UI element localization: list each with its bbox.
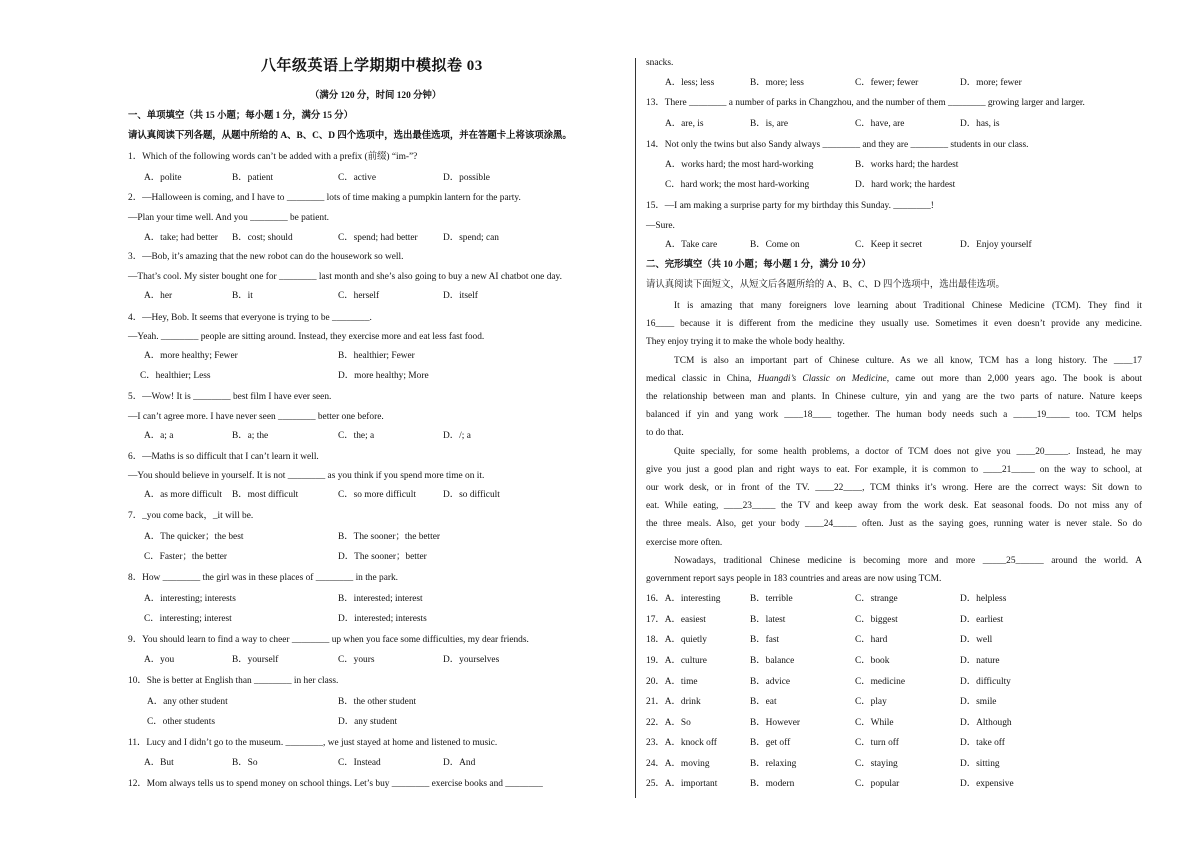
q2-stem-1: 2．—Halloween is coming, and I have to ________ lots of time making a pumpkin lantern for the party. [128,193,521,203]
cloze-23-option-d: D．take off [960,738,1005,748]
q6-stem-1: 6．—Maths is so difficult that I can’t learn it well. [128,452,319,462]
cloze-21-option-b: B．eat [750,697,777,707]
q13-stem: 13．There ________ a number of parks in Changzhou, and the number of them ________ growing larger and larger. [646,98,1085,108]
q3-stem-1: 3．—Bob, it’s amazing that the new robot can do the housework so well. [128,252,404,262]
q7-option-d: D．The sooner；better [338,552,427,562]
cloze-22-option-a: 22．A．So [646,718,691,728]
cloze-17-option-c: C．biggest [855,615,898,625]
cloze-19-option-c: C．book [855,656,890,666]
passage-p2-line3: the relationship between man and plants. In Chinese culture, yin and yang are the two parts of nature. Nature keeps [646,392,1142,402]
q12-option-a: A．less; less [665,78,715,88]
q4-option-d: D．more healthy; More [338,371,429,381]
cloze-20-option-b: B．advice [750,677,791,687]
q15-option-c: C．Keep it secret [855,240,923,250]
section2-heading: 二、完形填空（共 10 小题；每小题 1 分，满分 10 分） [646,260,872,270]
q12-option-d: D．more; fewer [960,78,1022,88]
cloze-19-option-a: 19．A．culture [646,656,707,666]
cloze-23-option-a: 23．A．knock off [646,738,717,748]
passage-p3-line1: Quite specially, for some health problems, a doctor of TCM does not give you ____20_____. Instead, he may [674,447,1142,457]
q3-option-d: D．itself [443,291,478,301]
q5-option-c: C．the; a [338,431,375,441]
cloze-17-option-a: 17．A．easiest [646,615,706,625]
q13-option-a: A．are, is [665,119,704,129]
q7-option-c: C．Faster；the better [144,552,228,562]
cloze-17-option-d: D．earliest [960,615,1004,625]
q9-option-b: B．yourself [232,655,279,665]
q7-stem: 7．_you come back，_it will be. [128,511,254,521]
cloze-16-option-b: B．terrible [750,594,793,604]
passage-p2-line2-a: medical classic in China, [646,374,758,384]
q6-stem-2: —You should believe in yourself. It is not ________ as you think if you spend more time on it. [128,471,485,481]
q2-stem-2: —Plan your time well. And you ________ be patient. [128,213,330,223]
q5-stem-2: —I can’t agree more. I have never seen ________ better one before. [128,412,384,422]
cloze-25-option-b: B．modern [750,779,795,789]
passage-p3-line4: eat. While eating, ____23_____ the TV and keep away from the work desk. Eat seasonal foods. Do not miss any of [646,501,1142,511]
cloze-21-option-d: D．smile [960,697,997,707]
q1-stem: 1．Which of the following words can’t be added with a prefix (前缀) “im-”? [128,152,418,162]
q1-option-a: A．polite [144,173,182,183]
q4-stem-2: —Yeah. ________ people are sitting around. Instead, they exercise more and eat less fast food. [128,332,485,342]
passage-p3-line6: exercise more often. [646,538,723,548]
q9-option-a: A．you [144,655,175,665]
column-divider [635,58,636,798]
cloze-18-option-c: C．hard [855,635,888,645]
q8-option-b: B．interested; interest [338,594,423,604]
q14-option-c: C．hard work; the most hard-working [665,180,810,190]
q4-option-b: B．healthier; Fewer [338,351,415,361]
section1-instruction: 请认真阅读下列各题，从题中所给的 A、B、C、D 四个选项中，选出最佳选项，并在答题卡上将该项涂黑。 [128,131,572,141]
q15-stem-2: —Sure. [646,221,675,231]
q2-option-c: C．spend; had better [338,233,418,243]
cloze-18-option-d: D．well [960,635,993,645]
section2-instruction: 请认真阅读下面短文，从短文后各题所给的 A、B、C、D 四个选项中，选出最佳选项。 [646,280,1005,290]
q5-stem-1: 5．—Wow! It is ________ best film I have ever seen. [128,392,332,402]
q15-option-b: B．Come on [750,240,800,250]
q10-option-b: B．the other student [338,697,417,707]
q5-option-b: B．a; the [232,431,269,441]
q6-option-a: A．as more difficult [144,490,222,500]
q9-stem: 9．You should learn to find a way to cheer ________ up when you face some difficulties, my dear friends. [128,635,529,645]
q15-stem-1: 15．—I am making a surprise party for my birthday this Sunday. ________! [646,201,934,211]
cloze-16-option-c: C．strange [855,594,898,604]
q9-option-d: D．yourselves [443,655,500,665]
q4-option-a: A．more healthy; Fewer [144,351,238,361]
q10-stem: 10．She is better at English than ________ in her class. [128,676,339,686]
passage-p1-line1: It is amazing that many foreigners love learning about Traditional Chinese Medicine (TCM). They find it [674,301,1142,311]
cloze-25-option-d: D．expensive [960,779,1014,789]
q10-option-d: D．any student [338,717,398,727]
cloze-19-option-d: D．nature [960,656,1000,666]
q10-option-a: A．any other student [147,697,228,707]
q1-option-c: C．active [338,173,377,183]
cloze-24-option-a: 24．A．moving [646,759,710,769]
q14-option-d: D．hard work; the hardest [855,180,956,190]
q11-stem: 11．Lucy and I didn’t go to the museum. ________, we just stayed at home and listened to music. [128,738,498,748]
passage-p2-line5: to do that. [646,428,684,438]
cloze-24-option-c: C．staying [855,759,898,769]
cloze-24-option-d: D．sitting [960,759,1000,769]
q6-option-b: B．most difficult [232,490,299,500]
cloze-20-option-d: D．difficulty [960,677,1011,687]
q9-option-c: C．yours [338,655,375,665]
q12-stem: 12．Mom always tells us to spend money on school things. Let’s buy ________ exercise books and ________ [128,779,543,789]
q4-option-c: C．healthier; Less [140,371,211,381]
passage-p1-line3: They enjoy trying it to make the whole body healthy. [646,337,845,347]
q14-option-a: A．works hard; the most hard-working [665,160,814,170]
cloze-18-option-b: B．fast [750,635,780,645]
cloze-17-option-b: B．latest [750,615,786,625]
cloze-25-option-a: 25．A．important [646,779,718,789]
cloze-23-option-c: C．turn off [855,738,899,748]
q14-stem: 14．Not only the twins but also Sandy always ________ and they are ________ students in our class. [646,140,1029,150]
cloze-23-option-b: B．get off [750,738,791,748]
q7-option-a: A．The quicker；the best [144,532,244,542]
q8-option-c: C．interesting; interest [144,614,232,624]
passage-p1-line2: 16____ because it is different from the medicine they usually use. Sometimes it even doesn’t provide any medicine. [646,319,1142,329]
q7-option-b: B．The sooner；the better [338,532,441,542]
cloze-22-option-b: B．However [750,718,800,728]
cloze-24-option-b: B．relaxing [750,759,797,769]
q1-option-d: D．possible [443,173,490,183]
page-title: 八年级英语上学期期中模拟卷 03 [261,58,483,74]
q13-option-d: D．has, is [960,119,1000,129]
q11-option-d: D．And [443,758,476,768]
q12-option-c: C．fewer; fewer [855,78,919,88]
q1-option-b: B．patient [232,173,274,183]
passage-p4-line2: government report says people in 183 countries and areas are now using TCM. [646,574,942,584]
cloze-25-option-c: C．popular [855,779,900,789]
passage-p3-line5: the three meals. Also, get your body ____24_____ often. Just as the saying goes, running water is never stale. So do [646,519,1142,529]
page-subtitle: （满分 120 分，时间 120 分钟） [310,91,442,101]
book-title: Huangdi’s Classic on Medicine [757,374,887,384]
cloze-22-option-d: D．Although [960,718,1012,728]
q10-option-c: C．other students [147,717,215,727]
passage-p4-line1: Nowadays, traditional Chinese medicine is becoming more and more _____25______ around the world. A [674,556,1142,566]
q3-option-c: C．herself [338,291,380,301]
cloze-20-option-c: C．medicine [855,677,905,687]
q15-option-a: A．Take care [665,240,718,250]
cloze-16-option-a: 16．A．interesting [646,594,721,604]
q8-option-a: A．interesting; interests [144,594,236,604]
q12-stem-continued: snacks. [646,58,674,68]
q3-option-b: B．it [232,291,253,301]
q14-option-b: B．works hard; the hardest [855,160,959,170]
cloze-19-option-b: B．balance [750,656,795,666]
cloze-21-option-a: 21．A．drink [646,697,701,707]
cloze-18-option-a: 18．A．quietly [646,635,707,645]
q3-stem-2: —That’s cool. My sister bought one for ________ last month and she’s also going to buy a new AI chatbot one day. [128,272,562,282]
q5-option-a: A．a; a [144,431,174,441]
q12-option-b: B．more; less [750,78,804,88]
cloze-21-option-c: C．play [855,697,887,707]
q13-option-b: B．is, are [750,119,789,129]
passage-p3-line3: our work desk, or in front of the TV. ____22____, TCM thinks it’s wrong. Here are the correct ways: Sit down to [646,483,1142,493]
passage-p3-line2: give you just a good plan and right ways to eat. For example, it is common to ____21_____ on the way to school, at [646,465,1142,475]
q5-option-d: D．/; a [443,431,471,441]
q6-option-d: D．so difficult [443,490,500,500]
section1-heading: 一、单项填空（共 15 小题；每小题 1 分，满分 15 分） [128,111,354,121]
q11-option-b: B．So [232,758,258,768]
q3-option-a: A．her [144,291,173,301]
q2-option-a: A．take; had better [144,233,218,243]
cloze-20-option-a: 20．A．time [646,677,698,687]
q11-option-a: A．But [144,758,174,768]
q2-option-d: D．spend; can [443,233,499,243]
q13-option-c: C．have, are [855,119,905,129]
q4-stem-1: 4．—Hey, Bob. It seems that everyone is trying to be ________. [128,313,372,323]
cloze-22-option-c: C．While [855,718,894,728]
q8-option-d: D．interested; interests [338,614,427,624]
passage-p2-line2 [646,373,1142,385]
q15-option-d: D．Enjoy yourself [960,240,1032,250]
q11-option-c: C．Instead [338,758,381,768]
cloze-16-option-d: D．helpless [960,594,1007,604]
passage-p2-line1: TCM is also an important part of Chinese culture. As we all know, TCM has a long history. The ____17 [674,356,1142,366]
passage-p2-line4: balanced if yin and yang work ____18____ together. The human body needs such a _____19_____ too. TCM helps [646,410,1142,420]
q2-option-b: B．cost; should [232,233,293,243]
q6-option-c: C．so more difficult [338,490,416,500]
passage-p2-line2-c: , came out more than 2,000 years ago. The book is about [886,374,1142,384]
q8-stem: 8．How ________ the girl was in these places of ________ in the park. [128,573,399,583]
